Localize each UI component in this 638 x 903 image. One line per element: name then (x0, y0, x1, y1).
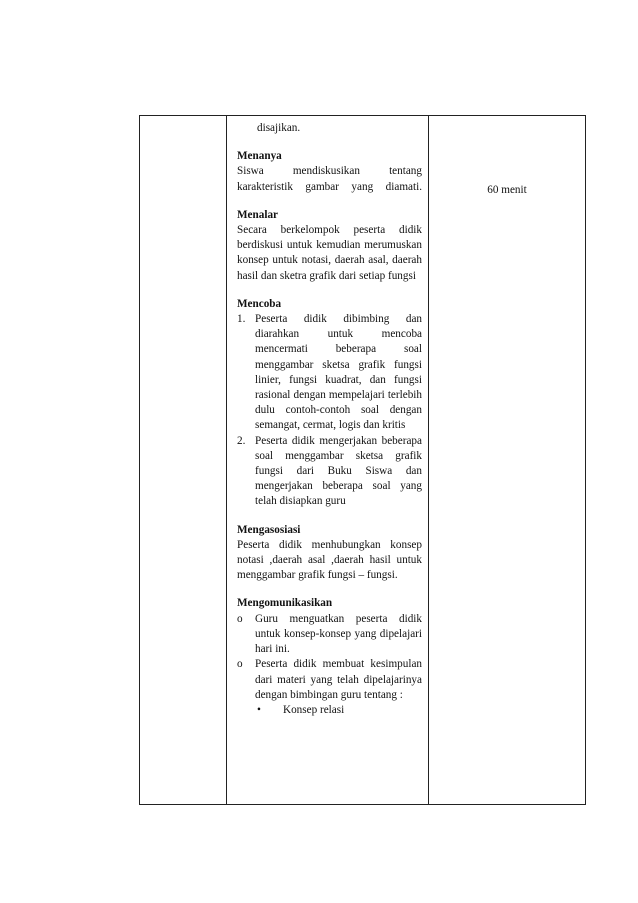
sub-list-item-text: Konsep relasi (283, 703, 345, 716)
carryover-text: disajikan. (257, 122, 301, 134)
section-heading-mengomunikasikan: Mengomunikasikan (237, 597, 333, 610)
list-number: 2. (237, 434, 246, 447)
menalar-text: Secara berkelompok peserta didik berdiskusi untuk kemudian merumuskan konsep untuk notasi, daerah asal, daerah hasil dan sketra grafik dari setiap fungsi (237, 224, 422, 282)
menanya-text: Siswa mendiskusikan tentang karakteristik gambar yang diamati. (237, 165, 422, 193)
column-divider (428, 116, 429, 804)
time-allocation: 60 menit (487, 184, 527, 196)
activity-cell (237, 121, 422, 718)
list-number: 1. (237, 313, 246, 326)
sub-list-item (237, 703, 422, 718)
list-item-text: Guru menguatkan peserta didik untuk konsep-konsep yang dipelajari hari ini. (255, 612, 422, 656)
section-heading-mencoba: Mencoba (237, 297, 282, 310)
circle-bullet-icon: o (237, 658, 243, 671)
circle-bullet-icon: o (237, 612, 243, 625)
list-item (237, 612, 422, 658)
section-heading-mengasosiasi: Mengasosiasi (237, 523, 301, 536)
list-item (237, 312, 422, 434)
bullet-icon: • (257, 703, 261, 716)
list-item (237, 657, 422, 703)
mengasosiasi-text: Peserta didik menhubungkan konsep notasi ,daerah asal ,daerah hasil untuk menggambar grafik fungsi – fungsi. (237, 538, 422, 582)
section-heading-menalar: Menalar (237, 208, 279, 221)
lesson-table (139, 115, 586, 805)
column-divider (226, 116, 227, 804)
list-item-text: Peserta didik dibimbing dan diarahkan untuk mencoba mencermati beberapa soal menggambar sketsa grafik fungsi linier, fungsi kuadrat, dan fungsi rasional dengan mempelajari terlebih dulu contoh-contoh soal dengan semangat, cermat, logis dan kritis (255, 313, 422, 432)
list-item-text: Peserta didik mengerjakan beberapa soal menggambar sketsa grafik fungsi dari Buku Siswa dan mengerjakan beberapa soal yang telah disiapkan guru (255, 434, 422, 508)
section-heading-menanya: Menanya (237, 150, 282, 163)
list-item (237, 434, 422, 510)
list-item-text: Peserta didik membuat kesimpulan dari materi yang telah dipelajarinya dengan bimbingan guru tentang : (255, 658, 422, 701)
